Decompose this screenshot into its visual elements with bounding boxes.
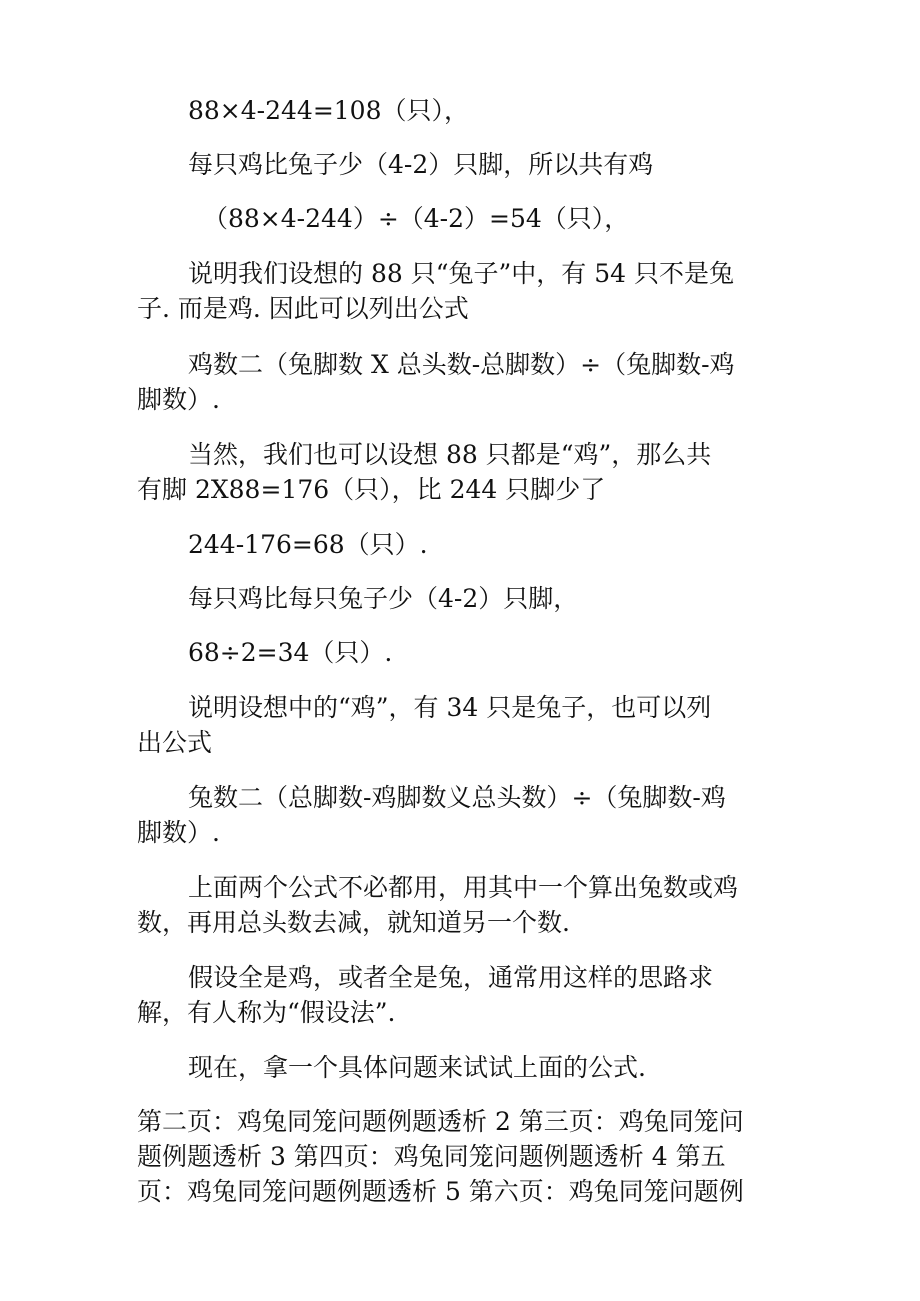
- line: 68÷2=34（只）.: [188, 638, 393, 667]
- paragraph-usage-note: [137, 870, 777, 940]
- line: 鸡数二（兔脚数 X 总头数-总脚数）÷（兔脚数-鸡: [188, 350, 735, 379]
- paragraph-assumption-method: [137, 960, 777, 1030]
- paragraph-calc-2: [137, 201, 777, 236]
- paragraph-formula-rabbit: [137, 780, 777, 850]
- line: 当然，我们也可以设想 88 只都是“鸡”，那么共: [188, 440, 712, 469]
- related-pages-line: 页：鸡兔同笼问题例题透析 5 第六页：鸡兔同笼问题例: [137, 1177, 744, 1206]
- related-pages-line: 第二页：鸡兔同笼问题例题透析 2 第三页：鸡兔同笼问: [137, 1107, 744, 1136]
- paragraph-calc-3: [137, 527, 777, 562]
- paragraph-calc-4: [137, 635, 777, 670]
- line: 88×4-244=108（只），: [188, 96, 469, 125]
- paragraph-alt-assume: [137, 437, 777, 507]
- paragraph-conclusion-1: [137, 256, 777, 326]
- related-pages-line: 题例题透析 3 第四页：鸡兔同笼问题例题透析 4 第五: [137, 1142, 726, 1171]
- line: 兔数二（总脚数-鸡脚数义总头数）÷（兔脚数-鸡: [188, 783, 726, 812]
- line: 说明我们设想的 88 只“兔子”中，有 54 只不是兔: [188, 259, 734, 288]
- line: 出公式: [137, 728, 213, 757]
- line: 解，有人称为“假设法”.: [137, 998, 396, 1027]
- line: （88×4-244）÷（4-2）=54（只），: [203, 204, 630, 233]
- paragraph-explain-2: [137, 581, 777, 616]
- line: 有脚 2X88=176（只），比 244 只脚少了: [137, 475, 606, 504]
- line: 每只鸡比兔子少（4-2）只脚，所以共有鸡: [188, 150, 654, 179]
- line: 说明设想中的“鸡”，有 34 只是兔子，也可以列: [188, 693, 712, 722]
- line: 上面两个公式不必都用，用其中一个算出兔数或鸡: [188, 873, 739, 902]
- paragraph-formula-chicken: [137, 347, 777, 417]
- paragraph-calc-1: [137, 93, 777, 128]
- line: 现在，拿一个具体问题来试试上面的公式.: [188, 1053, 646, 1082]
- paragraph-conclusion-2: [137, 690, 777, 760]
- line: 脚数）.: [137, 385, 220, 414]
- line: 子. 而是鸡. 因此可以列出公式: [137, 294, 469, 323]
- line: 假设全是鸡，或者全是兔，通常用这样的思路求: [188, 963, 714, 992]
- paragraph-explain-1: [137, 147, 777, 182]
- line: 脚数）.: [137, 818, 220, 847]
- line: 244-176=68（只）.: [188, 530, 428, 559]
- paragraph-try-example: [137, 1050, 777, 1085]
- line: 每只鸡比每只兔子少（4-2）只脚，: [188, 584, 579, 613]
- line: 数，再用总头数去减，就知道另一个数.: [137, 908, 570, 937]
- related-pages: [137, 1104, 777, 1209]
